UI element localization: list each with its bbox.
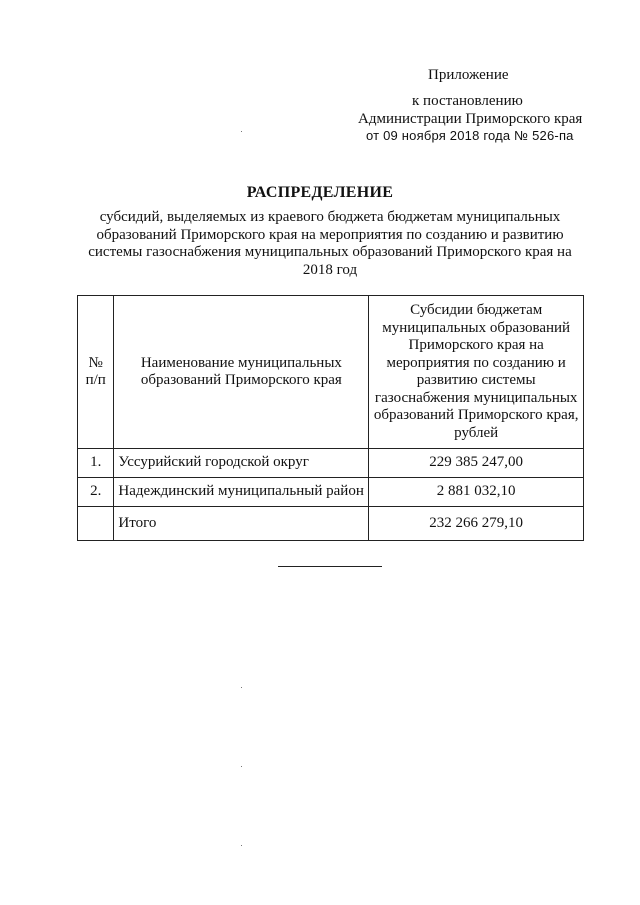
scan-speck — [241, 687, 242, 688]
appendix-label: Приложение — [428, 67, 509, 83]
resolution-reference: к постановлению — [412, 93, 523, 109]
resolution-date-number: от 09 ноября 2018 года № 526-па — [366, 128, 574, 143]
subsidy-table — [77, 295, 584, 541]
total-label: Итого — [114, 507, 369, 541]
total-num — [78, 507, 114, 541]
row-name: Уссурийский городской округ — [114, 449, 369, 478]
table-header-row — [78, 296, 584, 449]
total-sum: 232 266 279,10 — [369, 507, 584, 541]
total-row — [78, 507, 584, 541]
end-divider — [278, 566, 382, 567]
scan-speck — [241, 845, 242, 846]
row-name: Надеждинский муниципальный район — [114, 478, 369, 507]
scan-speck — [241, 131, 242, 132]
header-num: № п/п — [78, 296, 114, 449]
header-name: Наименование муниципальных образований Приморского края — [114, 296, 369, 449]
row-num: 2. — [78, 478, 114, 507]
administration-name: Администрации Приморского края — [358, 111, 583, 127]
row-sum: 2 881 032,10 — [369, 478, 584, 507]
header-sum: Субсидии бюджетам муниципальных образований Приморского края на мероприятия по созданию и развитию системы газоснабжения муниципальных образований Приморского края, рублей — [369, 296, 584, 449]
table-row — [78, 449, 584, 478]
document-title: РАСПРЕДЕЛЕНИЕ — [246, 184, 394, 201]
row-num: 1. — [78, 449, 114, 478]
document-subtitle: субсидий, выделяемых из краевого бюджета бюджетам муниципальных образований Приморского края на мероприятия по созданию и развитию системы газоснабжения муниципальных образований Приморского края на 2018 год — [88, 209, 572, 278]
row-sum: 229 385 247,00 — [369, 449, 584, 478]
table-row — [78, 478, 584, 507]
scan-speck — [241, 766, 242, 767]
